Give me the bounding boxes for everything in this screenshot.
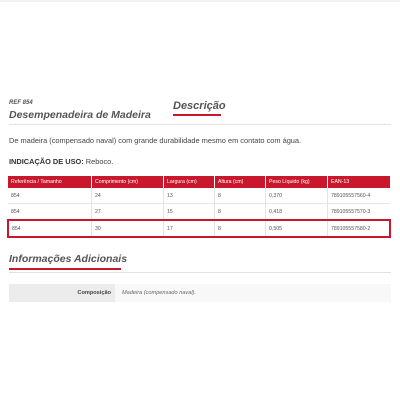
description-text: De madeira (compensado naval) com grande durabilidade mesmo em contato com água. xyxy=(9,136,302,145)
spec-table xyxy=(7,176,391,238)
attribute-row-composition xyxy=(9,284,391,302)
col-header-ean13: EAN-13 xyxy=(328,176,391,188)
table-row xyxy=(8,204,390,221)
usage-label: INDICAÇÃO DE USO: xyxy=(9,157,84,166)
divider xyxy=(9,124,391,125)
cell-width: 13 xyxy=(164,188,215,204)
cell-height: 8 xyxy=(215,204,266,221)
additional-info-underline xyxy=(9,268,121,270)
description-tab-underline xyxy=(173,114,221,116)
usage-indication xyxy=(9,157,113,166)
cell-length: 30 xyxy=(92,220,164,237)
cell-ean13: 789105557560-4 xyxy=(328,188,391,204)
spec-table-header xyxy=(8,176,390,188)
col-header-reference: Referência / Tamanho xyxy=(8,176,92,188)
description-tab[interactable]: Descrição xyxy=(173,100,226,112)
cell-reference: 854 xyxy=(8,220,92,237)
attribute-label: Composição xyxy=(9,284,115,302)
cell-height: 8 xyxy=(215,220,266,237)
cell-net-weight: 0,370 xyxy=(266,188,328,204)
cell-net-weight: 0,505 xyxy=(266,220,328,237)
cell-width: 17 xyxy=(164,220,215,237)
cell-reference: 854 xyxy=(8,204,92,221)
cell-ean13: 789105557580-2 xyxy=(328,220,391,237)
additional-info-heading: Informações Adicionais xyxy=(9,253,128,265)
cell-width: 15 xyxy=(164,204,215,221)
table-row xyxy=(8,188,390,204)
cell-length: 27 xyxy=(92,204,164,221)
divider xyxy=(9,272,391,273)
usage-value: Reboco. xyxy=(85,157,114,166)
col-header-net-weight: Peso Líquido (kg) xyxy=(266,176,328,188)
product-reference: REF 854 xyxy=(9,100,33,106)
cell-height: 8 xyxy=(215,188,266,204)
product-title: Desempenadeira de Madeira xyxy=(9,109,151,121)
cell-net-weight: 0,418 xyxy=(266,204,328,221)
col-header-height: Altura (cm) xyxy=(215,176,266,188)
col-header-length: Comprimento (cm) xyxy=(92,176,164,188)
cell-reference: 854 xyxy=(8,188,92,204)
col-header-width: Largura (cm) xyxy=(164,176,215,188)
cell-length: 24 xyxy=(92,188,164,204)
cell-ean13: 789105557570-3 xyxy=(328,204,391,221)
table-row-highlighted xyxy=(8,220,390,237)
attribute-value: Madeira (compensado naval). xyxy=(115,284,391,302)
top-border xyxy=(0,0,400,2)
